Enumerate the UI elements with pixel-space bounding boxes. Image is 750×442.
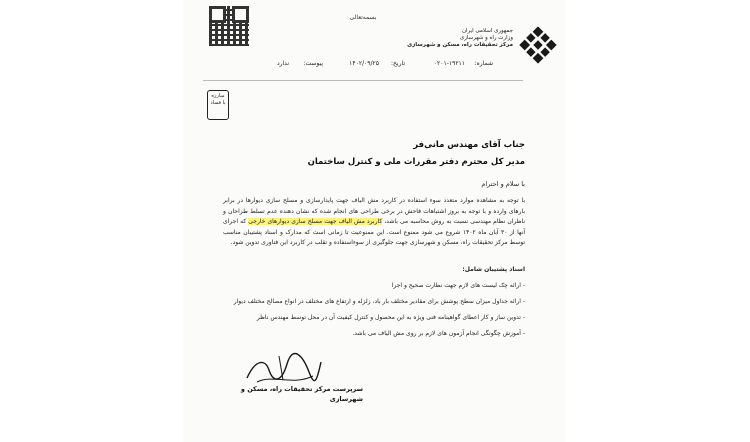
org-line-ministry: وزارت راه و شهرسازی [459, 35, 513, 41]
letter-body [223, 196, 525, 249]
letter-attachment-label: پیوست: [303, 60, 323, 67]
organization-header [373, 28, 513, 49]
anti-corruption-stamp [207, 90, 229, 120]
signer-title [223, 384, 363, 404]
signer-line-1: سرپرست مرکز تحقیقات راه، مسکن و [240, 385, 363, 393]
letter-number-label: شماره: [474, 60, 493, 67]
body-part-1: با توجه به مشاهده موارد متعدد سوء استفاده در کاربرد مش الیاف جهت پایدارسازی و مسلح سازی دیوارها در برابر بارهای وارده و با توجه به بروز اشتباهات فاحش در برخی طراحی های انجام شده که نشان دهنده عدم تسلط طراحان و ناظران نظام مهندسی نسبت به روش محاسبه می باشد، [223, 197, 525, 225]
org-line-country: جمهوری اسلامی ایران [461, 28, 513, 34]
attachment-item: - تدوین ساز و کار اعطای گواهینامه فنی ویژه به این محصول و کنترل کیفیت آن در محل توسط مهندس ناظر [256, 314, 525, 321]
signer-line-2: شهرسازی [329, 395, 363, 403]
body-part-2: که اجرای آنها از ۳۰ آبان ماه ۱۴۰۲ شروع می شود ممنوع است. این ممنوعیت تا زمانی است که مدارک و اسناد پشتیبان مناسب توسط مرکز تحقیقات راه، مسکن و شهرسازی جهت جلوگیری از سوءاستفاده و تقلب در کاربرد این فناوری تدوین شود. [223, 218, 526, 246]
bismillah-heading: بسمه‌تعالی [349, 14, 377, 21]
letter-date-value: ۱۴۰۲/۰۹/۲۵ [349, 60, 379, 67]
recipient-title: مدیر کل محترم دفتر مقررات ملی و کنترل ساختمان [307, 157, 525, 167]
attachment-item: - ارائه چک لیست های لازم جهت نظارت صحیح و اجرا [391, 282, 525, 289]
attachments-title: اسناد پشتیبان شامل: [462, 266, 525, 273]
salutation: با سلام و احترام [481, 180, 525, 188]
letter-meta-row [183, 60, 565, 72]
scanned-letter [183, 0, 565, 442]
stamp-line-1: مبارزه [211, 93, 225, 99]
highlighted-phrase: کاربرد مش الیاف جهت مسلح سازی دیوارهای خارجی [248, 218, 383, 225]
letter-date-label: تاریخ: [391, 60, 405, 67]
qr-code [209, 6, 249, 46]
org-line-center: مرکز تحقیقات راه، مسکن و شهرسازی [407, 42, 513, 48]
attachment-item: - ارائه جداول میزان سطح پوشش برای مقادیر مختلف بار باد، زلزله و ارتفاع های مختلف در انواع مصالح مختلف دیوار [233, 298, 525, 305]
letter-attachment-value: ندارد [276, 60, 289, 67]
letter-number-value: ۰۲۰۱-۱۹۲۱۱ [433, 60, 465, 67]
recipient-name: جناب آقای مهندس مانی‌فر [413, 140, 525, 150]
stamp-line-2: با فساد [210, 100, 226, 106]
header-divider [203, 80, 523, 81]
bhrc-logo-icon [519, 26, 557, 64]
attachment-item: - آموزش چگونگی انجام آزمون های لازم بر روی مش الیاف می باشد. [352, 330, 525, 337]
